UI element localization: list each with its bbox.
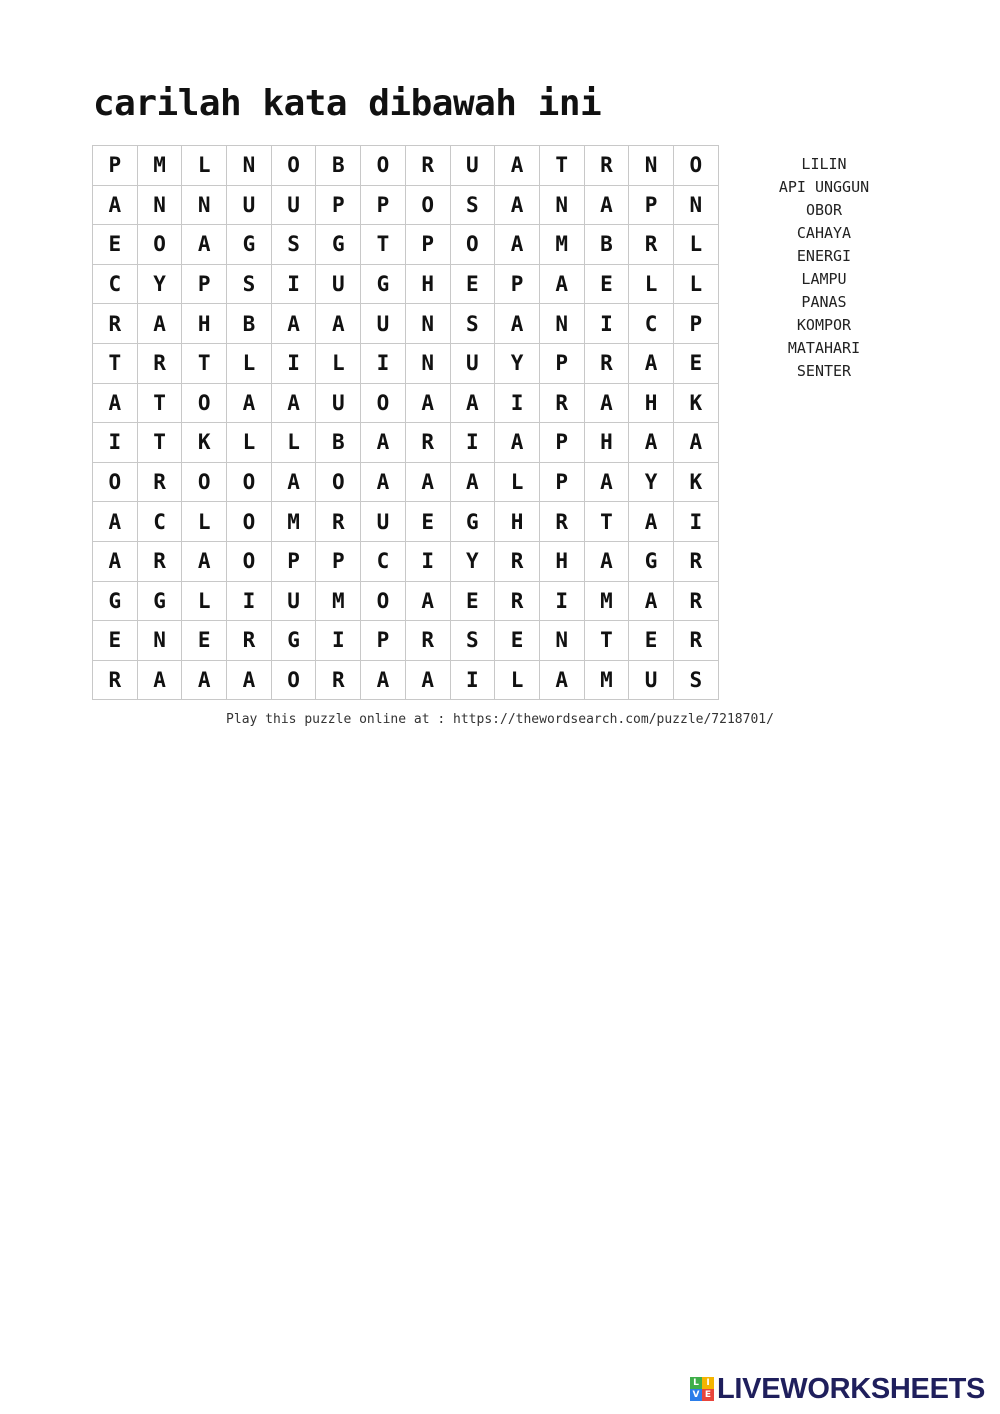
grid-cell[interactable]: L: [182, 146, 227, 186]
grid-cell[interactable]: H: [540, 542, 585, 582]
liveworksheets-logo-icon: [690, 1377, 714, 1401]
grid-cell[interactable]: O: [361, 146, 406, 186]
grid-cell[interactable]: R: [316, 661, 361, 701]
grid-cell[interactable]: R: [138, 344, 183, 384]
grid-cell[interactable]: R: [93, 661, 138, 701]
grid-cell[interactable]: A: [272, 463, 317, 503]
grid-cell[interactable]: A: [182, 661, 227, 701]
grid-cell[interactable]: S: [674, 661, 719, 701]
grid-cell[interactable]: E: [93, 621, 138, 661]
grid-cell[interactable]: R: [674, 621, 719, 661]
grid-cell[interactable]: E: [495, 621, 540, 661]
grid-cell[interactable]: O: [272, 661, 317, 701]
grid-cell[interactable]: P: [540, 463, 585, 503]
grid-cell[interactable]: U: [451, 344, 496, 384]
grid-cell[interactable]: A: [585, 542, 630, 582]
grid-cell[interactable]: A: [585, 186, 630, 226]
grid-cell[interactable]: L: [629, 265, 674, 305]
grid-cell[interactable]: G: [361, 265, 406, 305]
logo-letter: I: [702, 1377, 714, 1389]
grid-cell[interactable]: A: [540, 661, 585, 701]
grid-cell[interactable]: R: [406, 621, 451, 661]
word-list-item: OBOR: [805, 201, 843, 219]
grid-cell[interactable]: P: [272, 542, 317, 582]
grid-cell[interactable]: N: [540, 186, 585, 226]
grid-cell[interactable]: L: [316, 344, 361, 384]
grid-cell[interactable]: O: [674, 146, 719, 186]
grid-cell[interactable]: O: [227, 502, 272, 542]
grid-cell[interactable]: E: [585, 265, 630, 305]
grid-cell[interactable]: R: [585, 344, 630, 384]
grid-cell[interactable]: A: [93, 542, 138, 582]
logo-letter: V: [690, 1389, 702, 1401]
grid-cell[interactable]: L: [182, 582, 227, 622]
grid-cell[interactable]: G: [272, 621, 317, 661]
grid-cell[interactable]: L: [674, 225, 719, 265]
grid-cell[interactable]: A: [93, 502, 138, 542]
grid-cell[interactable]: A: [674, 423, 719, 463]
grid-cell[interactable]: E: [93, 225, 138, 265]
grid-cell[interactable]: O: [272, 146, 317, 186]
grid-cell[interactable]: A: [495, 186, 540, 226]
grid-cell[interactable]: U: [629, 661, 674, 701]
footer-note: [0, 711, 1000, 729]
grid-cell[interactable]: G: [316, 225, 361, 265]
grid-cell[interactable]: A: [361, 423, 406, 463]
grid-cell[interactable]: I: [93, 423, 138, 463]
grid-cell[interactable]: R: [495, 542, 540, 582]
logo-letter: L: [690, 1377, 702, 1389]
grid-cell[interactable]: R: [629, 225, 674, 265]
grid-cell[interactable]: I: [495, 384, 540, 424]
grid-cell[interactable]: A: [406, 582, 451, 622]
grid-cell[interactable]: T: [585, 502, 630, 542]
grid-cell[interactable]: A: [227, 661, 272, 701]
grid-cell[interactable]: O: [406, 186, 451, 226]
grid-cell[interactable]: U: [316, 265, 361, 305]
grid-cell[interactable]: T: [361, 225, 406, 265]
grid-cell[interactable]: R: [406, 146, 451, 186]
grid-cell[interactable]: P: [406, 225, 451, 265]
word-list-item: ENERGI: [796, 247, 852, 265]
grid-cell[interactable]: A: [93, 384, 138, 424]
grid-cell[interactable]: U: [316, 384, 361, 424]
grid-cell[interactable]: E: [629, 621, 674, 661]
grid-cell[interactable]: A: [629, 582, 674, 622]
grid-cell[interactable]: R: [540, 384, 585, 424]
grid-cell[interactable]: N: [406, 344, 451, 384]
grid-cell[interactable]: I: [540, 582, 585, 622]
grid-cell[interactable]: R: [227, 621, 272, 661]
grid-cell[interactable]: S: [272, 225, 317, 265]
grid-cell[interactable]: T: [540, 146, 585, 186]
grid-cell[interactable]: G: [93, 582, 138, 622]
grid-cell[interactable]: T: [182, 344, 227, 384]
grid-cell[interactable]: O: [227, 542, 272, 582]
grid-cell[interactable]: C: [93, 265, 138, 305]
grid-cell[interactable]: A: [629, 502, 674, 542]
grid-cell[interactable]: T: [93, 344, 138, 384]
grid-cell[interactable]: N: [674, 186, 719, 226]
footer-label: Play this puzzle online at :: [226, 712, 446, 727]
word-list-item: LILIN: [801, 155, 847, 173]
grid-cell[interactable]: G: [227, 225, 272, 265]
grid-cell[interactable]: O: [182, 463, 227, 503]
grid-cell[interactable]: R: [674, 542, 719, 582]
grid-cell[interactable]: I: [674, 502, 719, 542]
grid-cell[interactable]: E: [451, 582, 496, 622]
grid-cell[interactable]: P: [674, 304, 719, 344]
word-list-item: API UNGGUN: [778, 178, 870, 196]
grid-cell[interactable]: H: [495, 502, 540, 542]
grid-cell[interactable]: U: [361, 502, 406, 542]
grid-cell[interactable]: A: [272, 384, 317, 424]
grid-cell[interactable]: A: [182, 542, 227, 582]
grid-cell[interactable]: A: [585, 384, 630, 424]
grid-cell[interactable]: E: [451, 265, 496, 305]
grid-cell[interactable]: I: [585, 304, 630, 344]
grid-cell[interactable]: A: [406, 661, 451, 701]
grid-cell[interactable]: A: [585, 463, 630, 503]
grid-cell[interactable]: P: [495, 265, 540, 305]
grid-cell[interactable]: S: [227, 265, 272, 305]
grid-cell[interactable]: N: [540, 621, 585, 661]
grid-cell[interactable]: R: [495, 582, 540, 622]
grid-cell[interactable]: P: [182, 265, 227, 305]
grid-cell[interactable]: R: [138, 463, 183, 503]
word-list: [760, 153, 888, 383]
grid-cell[interactable]: P: [540, 344, 585, 384]
grid-cell[interactable]: A: [495, 304, 540, 344]
grid-cell[interactable]: R: [585, 146, 630, 186]
grid-cell[interactable]: S: [451, 304, 496, 344]
grid-cell[interactable]: I: [451, 423, 496, 463]
grid-cell[interactable]: N: [406, 304, 451, 344]
grid-cell[interactable]: A: [93, 186, 138, 226]
grid-cell[interactable]: B: [585, 225, 630, 265]
grid-cell[interactable]: A: [138, 661, 183, 701]
grid-cell[interactable]: M: [540, 225, 585, 265]
grid-cell[interactable]: T: [138, 423, 183, 463]
liveworksheets-brand[interactable]: [690, 1372, 985, 1406]
grid-cell[interactable]: Y: [629, 463, 674, 503]
grid-cell[interactable]: B: [227, 304, 272, 344]
word-list-item: MATAHARI: [787, 339, 861, 357]
grid-cell[interactable]: I: [406, 542, 451, 582]
grid-cell[interactable]: M: [585, 582, 630, 622]
grid-cell[interactable]: A: [406, 384, 451, 424]
word-search-grid[interactable]: [92, 145, 719, 700]
grid-cell[interactable]: P: [629, 186, 674, 226]
grid-cell[interactable]: A: [451, 463, 496, 503]
word-list-item: KOMPOR: [796, 316, 852, 334]
grid-cell[interactable]: M: [272, 502, 317, 542]
grid-cell[interactable]: L: [272, 423, 317, 463]
grid-cell[interactable]: L: [227, 344, 272, 384]
grid-cell[interactable]: Y: [451, 542, 496, 582]
grid-cell[interactable]: S: [451, 186, 496, 226]
grid-cell[interactable]: A: [406, 463, 451, 503]
word-list-item: SENTER: [796, 362, 852, 380]
grid-cell[interactable]: I: [316, 621, 361, 661]
grid-cell[interactable]: L: [495, 661, 540, 701]
word-list-item: PANAS: [801, 293, 847, 311]
grid-cell[interactable]: P: [316, 542, 361, 582]
word-list-item: CAHAYA: [796, 224, 852, 242]
grid-cell[interactable]: C: [361, 542, 406, 582]
grid-cell[interactable]: O: [316, 463, 361, 503]
grid-cell[interactable]: N: [182, 186, 227, 226]
grid-cell[interactable]: G: [451, 502, 496, 542]
grid-cell[interactable]: L: [227, 423, 272, 463]
grid-cell[interactable]: U: [451, 146, 496, 186]
grid-cell[interactable]: T: [138, 384, 183, 424]
grid-cell[interactable]: A: [495, 423, 540, 463]
grid-cell[interactable]: E: [674, 344, 719, 384]
grid-cell[interactable]: H: [406, 265, 451, 305]
grid-cell[interactable]: O: [361, 582, 406, 622]
grid-cell[interactable]: P: [93, 146, 138, 186]
grid-cell[interactable]: O: [138, 225, 183, 265]
grid-cell[interactable]: L: [674, 265, 719, 305]
grid-cell[interactable]: T: [585, 621, 630, 661]
grid-cell[interactable]: R: [674, 582, 719, 622]
grid-cell[interactable]: A: [272, 304, 317, 344]
grid-cell[interactable]: G: [138, 582, 183, 622]
grid-cell[interactable]: U: [272, 186, 317, 226]
grid-cell[interactable]: E: [406, 502, 451, 542]
grid-cell[interactable]: O: [93, 463, 138, 503]
grid-cell[interactable]: H: [629, 384, 674, 424]
grid-cell[interactable]: R: [138, 542, 183, 582]
grid-cell[interactable]: H: [585, 423, 630, 463]
grid-cell[interactable]: A: [182, 225, 227, 265]
grid-cell[interactable]: B: [316, 146, 361, 186]
logo-letter: E: [702, 1389, 714, 1401]
word-list-item: LAMPU: [801, 270, 847, 288]
grid-cell[interactable]: K: [674, 384, 719, 424]
grid-cell[interactable]: N: [227, 146, 272, 186]
grid-cell[interactable]: R: [93, 304, 138, 344]
grid-cell[interactable]: R: [316, 502, 361, 542]
grid-cell[interactable]: N: [138, 621, 183, 661]
grid-cell[interactable]: E: [182, 621, 227, 661]
grid-cell[interactable]: M: [138, 146, 183, 186]
grid-cell[interactable]: I: [272, 344, 317, 384]
grid-cell[interactable]: A: [361, 463, 406, 503]
grid-cell[interactable]: I: [361, 344, 406, 384]
page-title: carilah kata dibawah ini: [93, 83, 602, 124]
grid-cell[interactable]: O: [451, 225, 496, 265]
grid-cell[interactable]: A: [495, 146, 540, 186]
grid-cell[interactable]: A: [495, 225, 540, 265]
grid-cell[interactable]: L: [182, 502, 227, 542]
grid-cell[interactable]: C: [138, 502, 183, 542]
grid-cell[interactable]: M: [316, 582, 361, 622]
footer-url[interactable]: https://thewordsearch.com/puzzle/7218701/: [453, 712, 774, 727]
grid-cell[interactable]: P: [316, 186, 361, 226]
grid-cell[interactable]: P: [361, 186, 406, 226]
grid-cell[interactable]: C: [629, 304, 674, 344]
grid-cell[interactable]: A: [629, 344, 674, 384]
grid-cell[interactable]: A: [361, 661, 406, 701]
grid-cell[interactable]: Y: [495, 344, 540, 384]
grid-cell[interactable]: G: [629, 542, 674, 582]
grid-cell[interactable]: K: [674, 463, 719, 503]
grid-cell[interactable]: L: [495, 463, 540, 503]
grid-cell[interactable]: U: [361, 304, 406, 344]
grid-cell[interactable]: U: [227, 186, 272, 226]
grid-cell[interactable]: P: [540, 423, 585, 463]
grid-cell[interactable]: N: [138, 186, 183, 226]
grid-cell[interactable]: A: [227, 384, 272, 424]
grid-cell[interactable]: A: [316, 304, 361, 344]
grid-cell[interactable]: I: [272, 265, 317, 305]
grid-cell[interactable]: I: [451, 661, 496, 701]
grid-cell[interactable]: Y: [138, 265, 183, 305]
grid-cell[interactable]: O: [182, 384, 227, 424]
brand-name: LIVEWORKSHEETS: [717, 1372, 986, 1405]
grid-cell[interactable]: A: [138, 304, 183, 344]
grid-cell[interactable]: A: [451, 384, 496, 424]
grid-cell[interactable]: U: [272, 582, 317, 622]
grid-cell[interactable]: M: [585, 661, 630, 701]
grid-cell[interactable]: O: [361, 384, 406, 424]
grid-cell[interactable]: I: [227, 582, 272, 622]
grid-cell[interactable]: K: [182, 423, 227, 463]
grid-cell[interactable]: A: [629, 423, 674, 463]
grid-cell[interactable]: N: [629, 146, 674, 186]
grid-cell[interactable]: O: [227, 463, 272, 503]
grid-cell[interactable]: A: [540, 265, 585, 305]
grid-cell[interactable]: N: [540, 304, 585, 344]
grid-cell[interactable]: R: [406, 423, 451, 463]
grid-cell[interactable]: B: [316, 423, 361, 463]
grid-cell[interactable]: S: [451, 621, 496, 661]
grid-cell[interactable]: H: [182, 304, 227, 344]
grid-cell[interactable]: R: [540, 502, 585, 542]
grid-cell[interactable]: P: [361, 621, 406, 661]
